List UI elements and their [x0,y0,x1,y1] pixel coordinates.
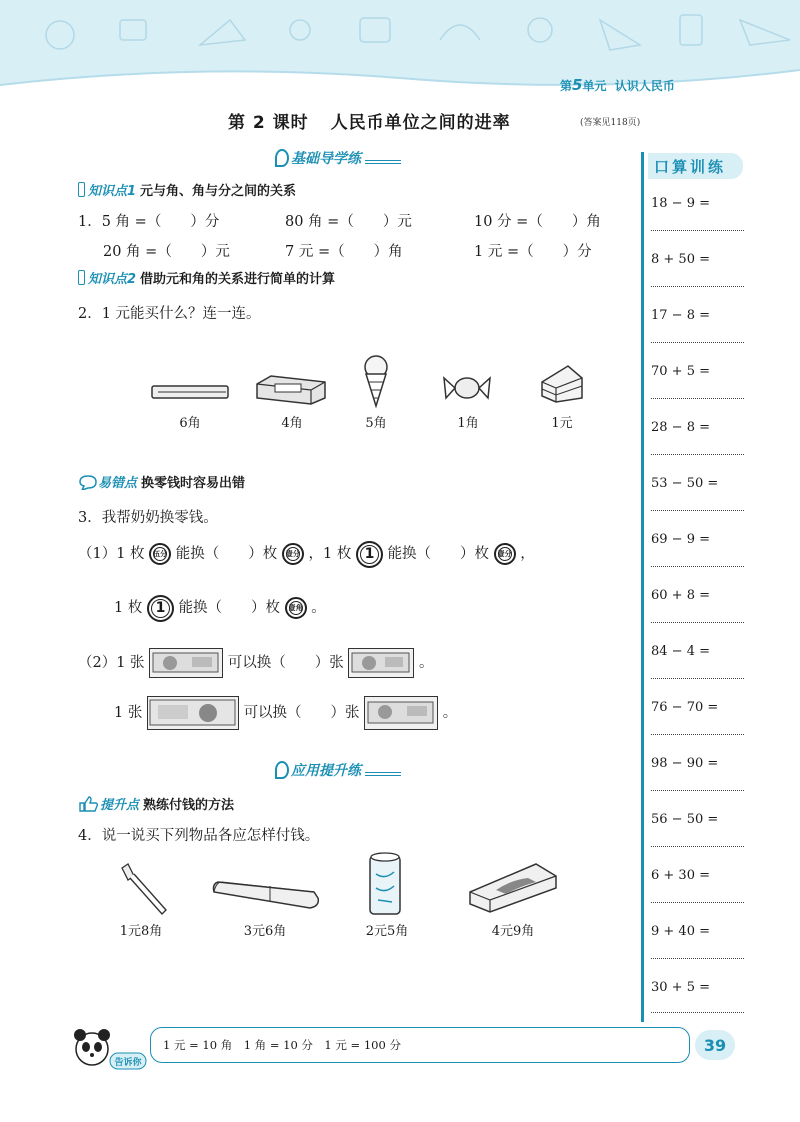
q1-item: 7 元 =（ ）角 [285,244,403,260]
price-label: 4元9角 [491,924,535,939]
unit-label: 第5单元 认识人民币 [560,76,675,94]
calc-item: 69 − 9 = [651,532,710,547]
q3-part2: （2）1 张 可以换（ ）张 。 [78,648,434,678]
calc-item: 56 − 50 = [651,812,719,827]
calc-item: 9 + 40 = [651,924,710,939]
calc-item: 18 − 9 = [651,196,710,211]
coin-1fen-icon: 壹分 [494,543,516,565]
improvement-point: 提升点 熟练付钱的方法 [78,794,234,813]
answer-line[interactable] [651,342,744,343]
q3-part2b: 1 张 可以换（ ）张 。 [114,696,457,730]
price-label: 3元6角 [243,924,287,939]
header-band [0,0,800,100]
q3-part1b: 1 枚 1 能换（ ）枚 壹角 。 [114,594,326,622]
answer-line[interactable] [651,286,744,287]
tip-box: 1 元 = 10 角 1 角 = 10 分 1 元 = 100 分 [150,1027,690,1063]
answer-line[interactable] [651,958,744,959]
section-banner-applied: 应用提升练 [275,758,401,782]
calc-item: 60 + 8 = [651,588,710,603]
soda-can-icon [366,850,404,918]
q3-part1: （1）1 枚 伍分 能换（ ）枚 壹分 ，1 枚 1 能换（ ）枚 壹分 ， [78,540,535,568]
q1-item: 1 元 =（ ）分 [474,244,592,260]
knowledge-point-1: 知识点1 元与角、角与分之间的关系 [78,180,296,199]
pencil-icon [148,378,232,408]
q1-item: 1．5 角 =（ ）分 [78,214,220,230]
section-banner-basic: 基础导学练 [275,146,401,170]
calc-item: 8 + 50 = [651,252,710,267]
q2-stem: 2．1 元能买什么？连一连。 [78,306,261,322]
banknote-icon [348,648,414,678]
coin-1yuan-icon: 1 [147,595,174,622]
coin-1jiao-icon: 1 [356,541,383,568]
panda-mascot-icon [70,1025,150,1075]
answer-line[interactable] [651,454,744,455]
calc-item: 30 + 5 = [651,980,710,995]
calc-item: 6 + 30 = [651,868,710,883]
ice-cream-icon [360,354,392,410]
stationery-box-icon [466,860,560,914]
answer-line[interactable] [651,734,744,735]
mental-math-title: 口算训练 [648,153,743,179]
answer-line[interactable] [651,566,744,567]
candy-icon [442,370,492,406]
eraser-icon [253,372,329,406]
calc-item: 17 − 8 = [651,308,710,323]
coin-1jiao-icon: 壹角 [285,597,307,619]
price-label: 4角 [281,416,303,431]
bookmark-icon [78,270,85,285]
answer-line[interactable] [651,622,744,623]
answer-line[interactable] [651,678,744,679]
coin-1fen-icon: 壹分 [282,543,304,565]
banknote-icon [147,696,239,730]
price-label: 6角 [179,416,201,431]
cake-icon [538,362,586,404]
tell-label: 告诉你 [114,1058,142,1068]
q4-stem: 4．说一说买下列物品各应怎样付钱。 [78,828,320,844]
bubble-icon [275,149,289,167]
answer-line[interactable] [651,790,744,791]
calc-item: 70 + 5 = [651,364,710,379]
price-label: 2元5角 [365,924,409,939]
calc-item: 53 − 50 = [651,476,719,491]
q1-item: 80 角 =（ ）元 [285,214,412,230]
toothbrush-icon [116,862,170,918]
warning-bubble-icon [78,474,98,490]
price-label: 1元 [551,416,573,431]
calc-item: 98 − 90 = [651,756,719,771]
calc-item: 28 − 8 = [651,420,710,435]
bookmark-icon [78,182,85,197]
mental-math-panel [641,152,747,1022]
error-prone-point: 易错点 换零钱时容易出错 [78,472,245,491]
answer-line[interactable] [651,510,744,511]
bubble-icon [275,761,289,779]
q1-item: 20 角 =（ ）元 [103,244,230,260]
price-label: 1角 [457,416,479,431]
answer-line[interactable] [651,398,744,399]
answer-line[interactable] [651,846,744,847]
banknote-icon [364,696,438,730]
calc-item: 76 − 70 = [651,700,719,715]
price-label: 1元8角 [119,924,163,939]
thumbs-up-icon [78,796,100,812]
calc-item: 84 − 4 = [651,644,710,659]
banknote-icon [149,648,223,678]
page-number: 39 [695,1030,735,1060]
knowledge-point-2: 知识点2 借助元和角的关系进行简单的计算 [78,268,335,287]
answer-reference: (答案见118页) [580,118,641,128]
answer-line[interactable] [651,902,744,903]
answer-line[interactable] [651,230,744,231]
coin-5fen-icon: 伍分 [149,543,171,565]
page-title: 第 2 课时 人民币单位之间的进率 [228,113,511,133]
q3-stem: 3．我帮奶奶换零钱。 [78,510,218,526]
answer-line[interactable] [651,1012,744,1013]
pencil-case-icon [210,872,326,912]
q1-item: 10 分 =（ ）角 [474,214,601,230]
price-label: 5角 [365,416,387,431]
